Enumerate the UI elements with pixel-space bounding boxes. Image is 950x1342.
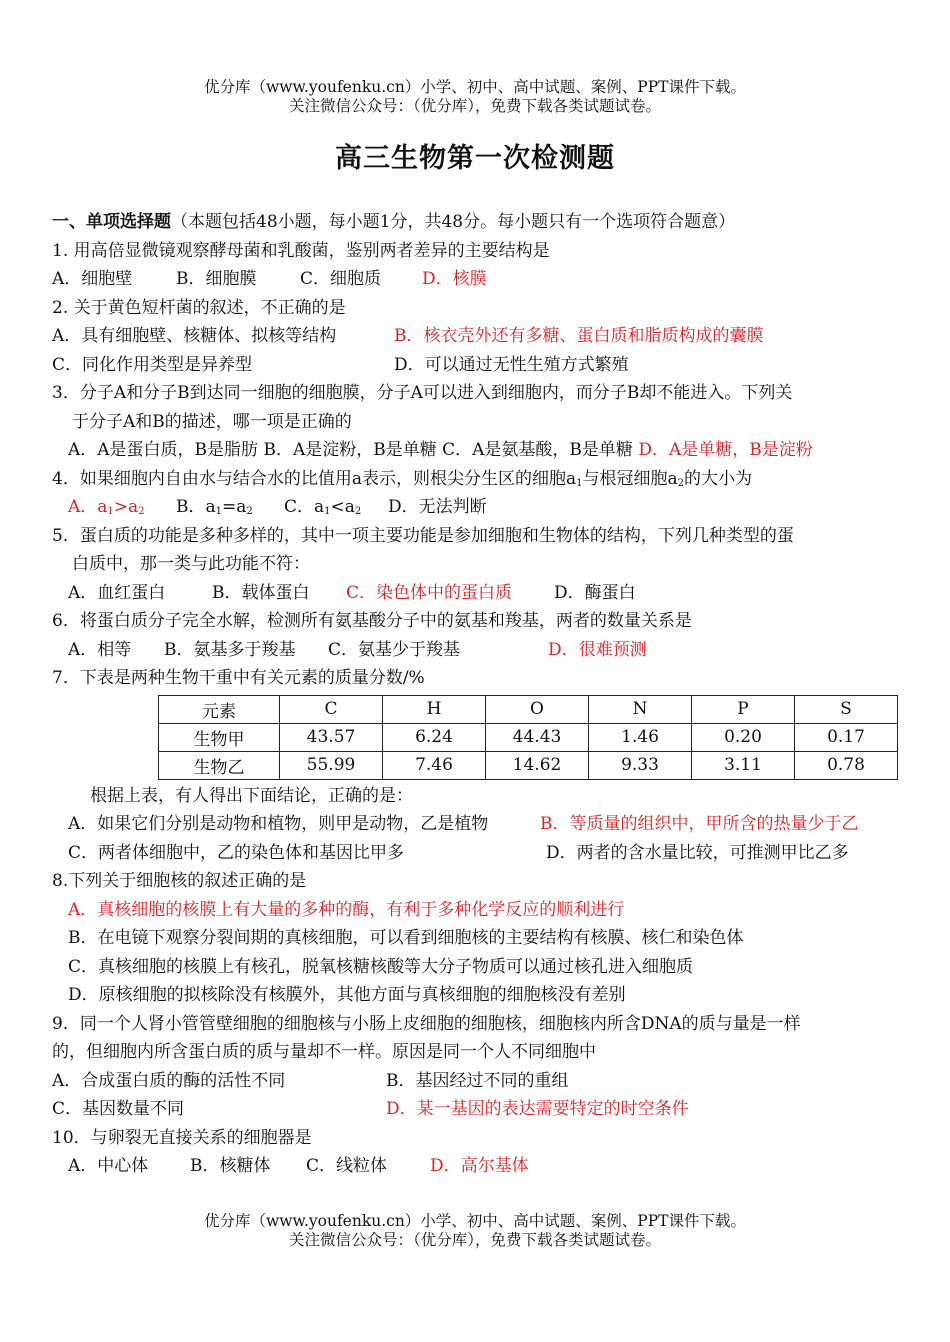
q4-c-text: C．a <box>284 497 325 517</box>
table-cell: 1.46 <box>589 723 692 751</box>
question-9-stem-2: 的，但细胞内所含蛋白质的质与量却不一样。原因是同一个人不同细胞中 <box>52 1042 596 1062</box>
question-6-options <box>52 636 902 665</box>
q9-option-c: C．基因数量不同 <box>52 1099 185 1119</box>
question-7-stem: 7．下表是两种生物干重中有关元素的质量分数/% <box>52 668 425 688</box>
q4-a-text: A．a <box>68 497 108 517</box>
page-header-top <box>0 78 950 116</box>
q4-b-sub1: 1 <box>215 506 223 517</box>
table-header-cell: O <box>486 695 589 723</box>
q10-option-c: C．线粒体 <box>306 1156 388 1176</box>
q4-a-op: >a <box>113 497 139 517</box>
q4-stem-part-2: 与根冠细胞a <box>582 468 678 489</box>
header-line-2: 关注微信公众号：（优分库），免费下载各类试题试卷。 <box>288 97 661 115</box>
q8-option-c: C．真核细胞的核膜上有核孔，脱氧核糖核酸等大分子物质可以通过核孔进入细胞质 <box>68 956 694 977</box>
table-cell: 7.46 <box>383 751 486 779</box>
question-list <box>52 208 902 1181</box>
q10-option-b: B．核糖体 <box>190 1156 271 1176</box>
table-header-cell: H <box>383 695 486 723</box>
question-3-options <box>52 436 902 465</box>
table-cell: 0.17 <box>795 723 898 751</box>
q1-option-c: C．细胞质 <box>300 269 382 289</box>
question-10-options <box>52 1152 902 1181</box>
q1-option-a: A．细胞壁 <box>52 269 133 289</box>
q4-b-text: B．a <box>176 497 216 517</box>
section-heading <box>52 208 902 237</box>
q7-option-d: D．两者的含水量比较，可推测甲比乙多 <box>546 842 849 863</box>
q1-option-d-answer: D．核膜 <box>422 269 487 289</box>
question-1-options <box>52 265 902 294</box>
q6-option-d-answer: D．很难预测 <box>548 639 647 660</box>
q4-a-sub2: 2 <box>138 506 145 517</box>
q5-option-d: D．酶蛋白 <box>554 582 636 603</box>
q8-option-a-answer: A．真核细胞的核膜上有大量的多种的酶，有利于多种化学反应的顺利进行 <box>68 899 625 920</box>
table-cell: 44.43 <box>486 723 589 751</box>
table-cell: 0.20 <box>692 723 795 751</box>
question-3-stem-1: 3．分子A和分子B到达同一细胞的细胞膜，分子A可以进入到细胞内，而分子B却不能进入。下列关 <box>52 383 793 403</box>
q7-option-b-answer: B．等质量的组织中，甲所含的热量少于乙 <box>540 814 859 834</box>
table-header-row <box>159 695 898 723</box>
question-6-stem: 6．将蛋白质分子完全水解，检测所有氨基酸分子中的氨基和羧基，两者的数量关系是 <box>52 611 692 631</box>
question-9-stem-1: 9．同一个人肾小管管壁细胞的细胞核与小肠上皮细胞的细胞核，细胞核内所含DNA的质与量是一样 <box>52 1013 801 1034</box>
footer-line-1: 优分库（www.youfenku.cn）小学、初中、高中试题、案例、PPT课件下载。 <box>203 1212 747 1230</box>
q6-option-c: C．氨基少于羧基 <box>328 639 461 660</box>
q4-sub-2: 2 <box>677 477 684 489</box>
table-cell: 生物乙 <box>159 751 280 779</box>
question-10-stem: 10．与卵裂无直接关系的细胞器是 <box>52 1127 312 1148</box>
question-9-options-ab <box>52 1067 902 1096</box>
page-title: 高三生物第一次检测题 <box>335 143 615 174</box>
q4-b-op: =a <box>222 497 247 517</box>
table-header-cell: S <box>795 695 898 723</box>
q4-c-sub2: 2 <box>354 506 362 517</box>
question-7-options-cd <box>52 839 902 868</box>
q4-sub-1: 1 <box>576 477 583 489</box>
question-7-options-ab <box>52 810 902 839</box>
section-heading-label: 一、单项选择题 <box>52 212 171 232</box>
question-3-stem-2: 于分子A和B的描述，哪一项是正确的 <box>72 411 352 432</box>
q9-option-d-answer: D．某一基因的表达需要特定的时空条件 <box>386 1099 689 1119</box>
q8-option-d: D．原核细胞的拟核除没有核膜外，其他方面与真核细胞的细胞核没有差别 <box>68 985 626 1005</box>
q4-option-d: D．无法判断 <box>388 497 487 517</box>
header-line-1: 优分库（www.youfenku.cn）小学、初中、高中试题、案例、PPT课件下载。 <box>203 78 747 96</box>
q2-option-c: C．同化作用类型是异养型 <box>52 354 253 375</box>
table-header-cell: 元素 <box>159 695 280 723</box>
question-2-options-cd <box>52 351 902 380</box>
q6-option-b: B．氨基多于羧基 <box>164 639 296 660</box>
question-5-stem-2: 白质中，那一类与此功能不符： <box>72 554 310 574</box>
table-header-cell: N <box>589 695 692 723</box>
q2-option-d: D．可以通过无性生殖方式繁殖 <box>394 354 629 375</box>
q5-option-a: A．血红蛋白 <box>68 582 166 603</box>
q5-option-b: B．载体蛋白 <box>212 582 310 603</box>
q2-option-a: A．具有细胞壁、核糖体、拟核等结构 <box>52 326 337 346</box>
q4-stem-part-3: 的大小为 <box>683 468 752 489</box>
footer-line-2: 关注微信公众号：（优分库），免费下载各类试题试卷。 <box>288 1231 661 1249</box>
table-row <box>159 723 898 751</box>
table-cell: 生物甲 <box>159 723 280 751</box>
q4-b-sub2: 2 <box>246 506 253 517</box>
q2-option-b-answer: B．核衣壳外还有多糖、蛋白质和脂质构成的囊膜 <box>394 326 764 346</box>
table-cell: 43.57 <box>280 723 383 751</box>
table-row <box>159 751 898 779</box>
table-header-cell: C <box>280 695 383 723</box>
table-cell: 0.78 <box>795 751 898 779</box>
q4-stem-part-1: 4．如果细胞内自由水与结合水的比值用a表示，则根尖分生区的细胞a <box>52 468 577 489</box>
q4-a-sub1: 1 <box>107 506 114 517</box>
q3-option-d-answer: D．A是单糖，B是淀粉 <box>638 440 813 460</box>
question-4-stem <box>52 465 902 494</box>
q9-option-a: A．合成蛋白质的酶的活性不同 <box>52 1070 286 1091</box>
q5-option-c-answer: C．染色体中的蛋白质 <box>346 582 513 603</box>
question-9-options-cd <box>52 1095 902 1124</box>
table-cell: 3.11 <box>692 751 795 779</box>
q6-option-a: A．相等 <box>68 639 132 660</box>
q7-option-a: A．如果它们分别是动物和植物，则甲是动物，乙是植物 <box>68 814 489 834</box>
q4-c-op: <a <box>330 497 355 517</box>
section-note: （本题包括48小题，每小题1分，共48分。每小题只有一个选项符合题意） <box>171 212 736 232</box>
page-footer <box>0 1212 950 1250</box>
element-table <box>158 695 898 780</box>
q4-c-sub1: 1 <box>324 506 331 517</box>
question-2-options-ab <box>52 322 902 351</box>
table-cell: 14.62 <box>486 751 589 779</box>
table-header-cell: P <box>692 695 795 723</box>
q8-option-b: B．在电镜下观察分裂间期的真核细胞，可以看到细胞核的主要结构有核膜、核仁和染色体 <box>68 928 744 948</box>
q10-option-a: A．中心体 <box>68 1156 149 1176</box>
table-cell: 6.24 <box>383 723 486 751</box>
question-8-stem: 8.下列关于细胞核的叙述正确的是 <box>52 871 307 891</box>
question-7-after-table: 根据上表，有人得出下面结论，正确的是： <box>90 785 413 806</box>
question-5-options <box>52 579 902 608</box>
q3-options-abc: A．A是蛋白质，B是脂肪 B．A是淀粉，B是单糖 C．A是氨基酸，B是单糖 <box>68 440 633 460</box>
q10-option-d-answer: D．高尔基体 <box>430 1156 529 1176</box>
question-5-stem-1: 5．蛋白质的功能是多种多样的，其中一项主要功能是参加细胞和生物体的结构，下列几种类型的蛋 <box>52 525 794 546</box>
q7-option-c: C．两者体细胞中，乙的染色体和基因比甲多 <box>68 842 405 863</box>
table-cell: 9.33 <box>589 751 692 779</box>
q9-option-b: B．基因经过不同的重组 <box>386 1070 569 1091</box>
question-2-stem: 2. 关于黄色短杆菌的叙述，不正确的是 <box>52 297 346 318</box>
question-1-stem: 1. 用高倍显微镜观察酵母菌和乳酸菌，鉴别两者差异的主要结构是 <box>52 240 550 261</box>
table-cell: 55.99 <box>280 751 383 779</box>
question-4-options <box>52 493 902 522</box>
q1-option-b: B．细胞膜 <box>176 269 257 289</box>
